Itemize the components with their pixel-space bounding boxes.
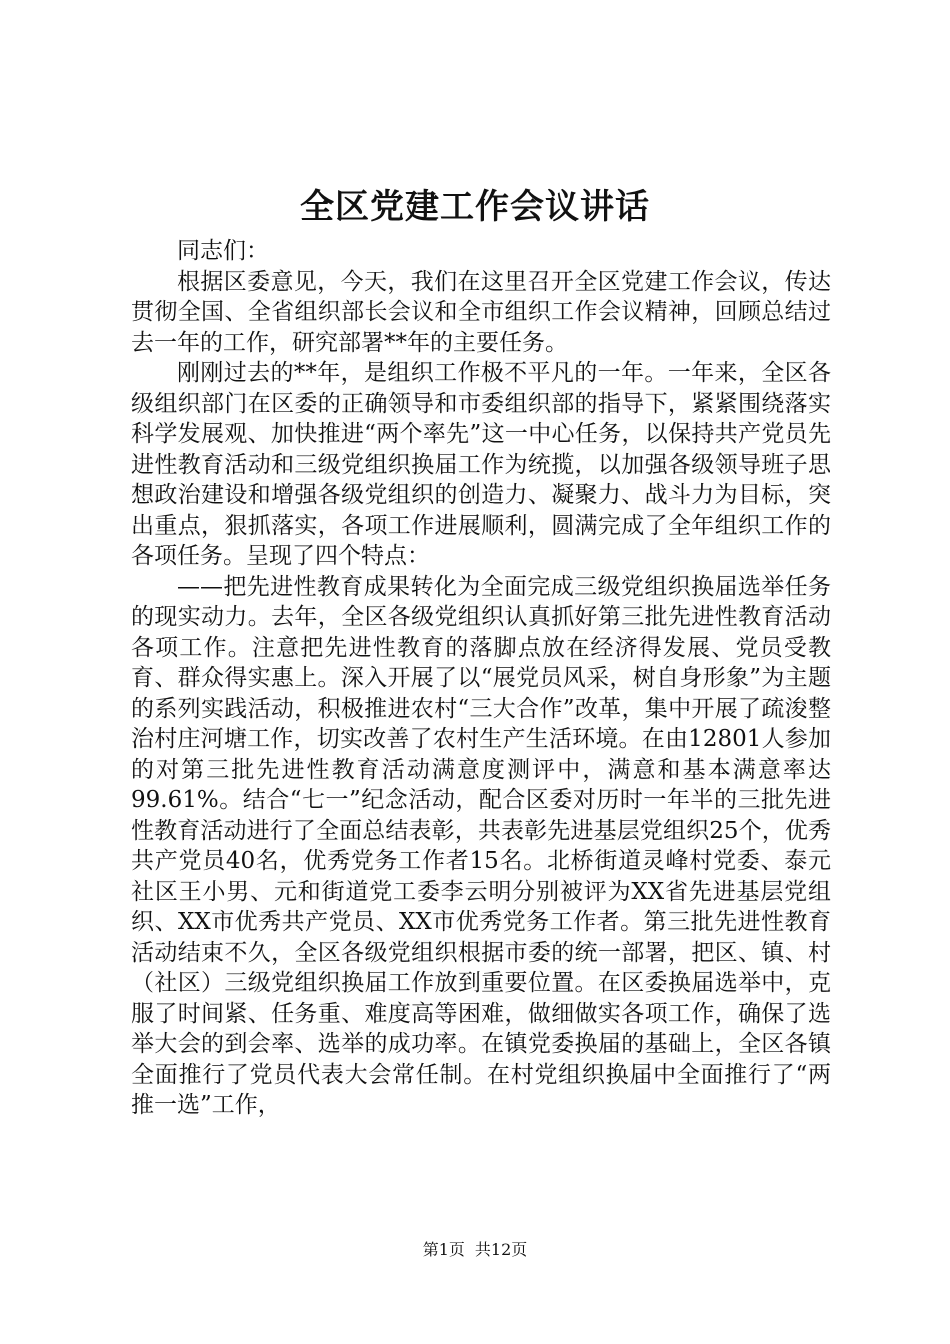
document-body xyxy=(131,236,831,1121)
salutation-paragraph: 同志们： xyxy=(177,238,269,264)
body-paragraph: 根据区委意见，今天，我们在这里召开全区党建工作会议，传达贯彻全国、全省组织部长会议和全市组织工作会议精神，回顾总结过去一年的工作，研究部署**年的主要任务。 xyxy=(131,268,831,356)
body-paragraph: ——把先进性教育成果转化为全面完成三级党组织换届选举任务的现实动力。去年，全区各级党组织认真抓好第三批先进性教育活动各项工作。注意把先进性教育的落脚点放在经济得发展、党员受教育、群众得实惠上。深入开展了以“展党员风采，树自身形象”为主题的系列实践活动，积极推进农村“三大合作”改革，集中开展了疏浚整治村庄河塘工作，切实改善了农村生产生活环境。在由12801人参加的对第三批先进性教育活动满意度测评中，满意和基本满意率达99.61%。结合“七一”纪念活动，配合区委对历时一年半的三批先进性教育活动进行了全面总结表彰，共表彰先进基层党组织25个，优秀共产党员40名，优秀党务工作者15名。北桥街道灵峰村党委、泰元社区王小男、元和街道党工委李云明分别被评为XX省先进基层党组织、XX市优秀共产党员、XX市优秀党务工作者。第三批先进性教育活动结束不久，全区各级党组织根据市委的统一部署，把区、镇、村（社区）三级党组织换届工作放到重要位置。在区委换届选举中，克服了时间紧、任务重、难度高等困难，做细做实各项工作，确保了选举大会的到会率、选举的成功率。在镇党委换届的基础上，全区各镇全面推行了党员代表大会常任制。在村党组织换届中全面推行了“两推一选”工作， xyxy=(131,573,831,1118)
body-paragraph: 刚刚过去的**年，是组织工作极不平凡的一年。一年来，全区各级组织部门在区委的正确领导和市委组织部的指导下，紧紧围绕落实科学发展观、加快推进“两个率先”这一中心任务，以保持共产党员先进性教育活动和三级党组织换届工作为统揽，以加强各级领导班子思想政治建设和增强各级党组织的创造力、凝聚力、战斗力为目标，突出重点，狠抓落实，各项工作进展顺利，圆满完成了全年组织工作的各项任务。呈现了四个特点： xyxy=(131,360,831,569)
document-title: 全区党建工作会议讲话 xyxy=(300,187,650,227)
page-total: 共12页 xyxy=(474,1240,528,1259)
page-number: 第1页 xyxy=(422,1240,465,1259)
page-footer xyxy=(0,1240,950,1260)
